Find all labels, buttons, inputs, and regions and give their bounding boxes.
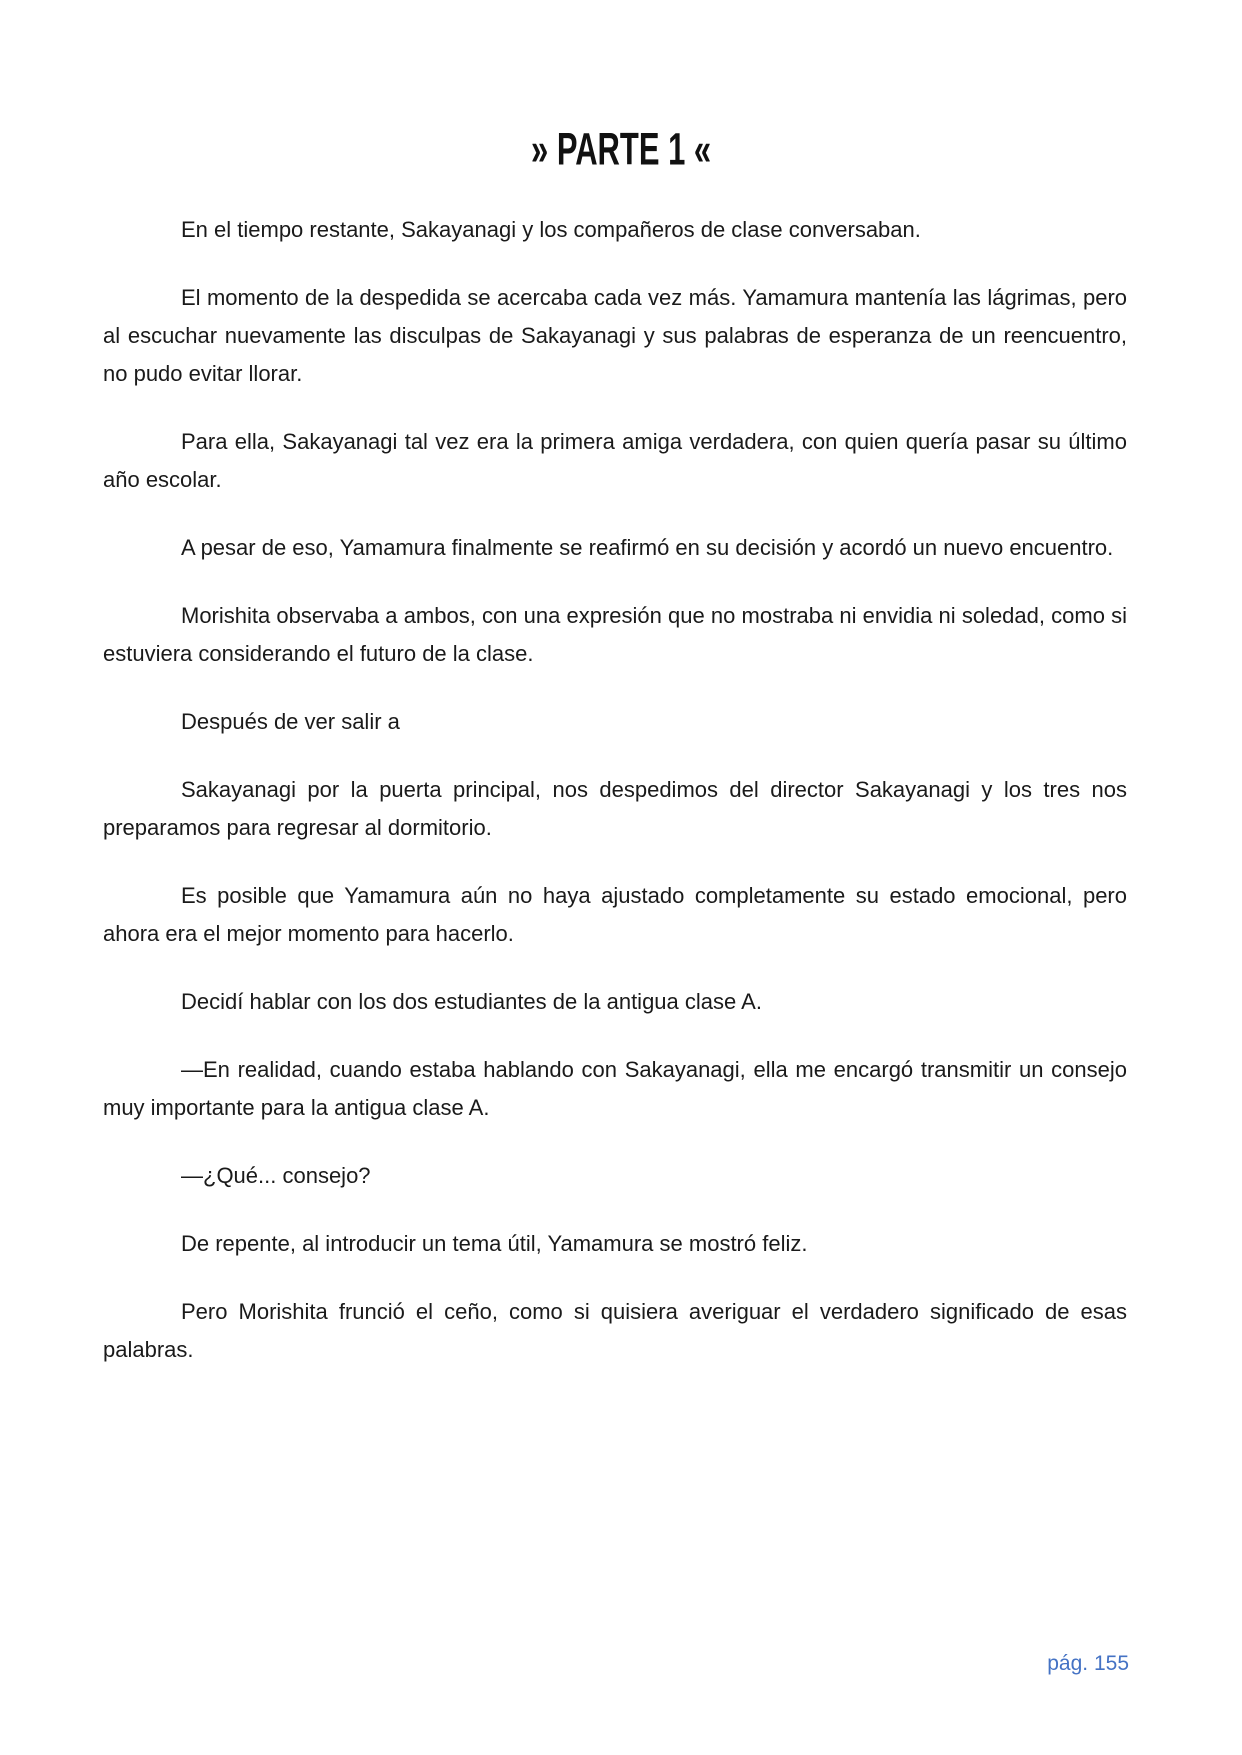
- page-number: pág. 155: [1047, 1652, 1129, 1675]
- paragraph: Sakayanagi por la puerta principal, nos despedimos del director Sakayanagi y los tres nos preparamos para regresar al dormitorio.: [103, 777, 1127, 840]
- paragraph: A pesar de eso, Yamamura finalmente se reafirmó en su decisión y acordó un nuevo encuentro.: [181, 535, 1114, 560]
- paragraph: El momento de la despedida se acercaba cada vez más. Yamamura mantenía las lágrimas, pero al escuchar nuevamente las disculpas de Sakayanagi y sus palabras de esperanza de un reencuentro, no pudo evitar llorar.: [103, 285, 1127, 386]
- paragraph: Es posible que Yamamura aún no haya ajustado completamente su estado emocional, pero ahora era el mejor momento para hacerlo.: [103, 883, 1127, 946]
- paragraph: Después de ver salir a: [181, 709, 400, 734]
- body-text: [0, 211, 1242, 1369]
- paragraph: Morishita observaba a ambos, con una expresión que no mostraba ni envidia ni soledad, como si estuviera considerando el futuro de la clase.: [103, 603, 1127, 666]
- paragraph: Decidí hablar con los dos estudiantes de la antigua clase A.: [181, 989, 762, 1014]
- chapter-heading: [0, 0, 1242, 175]
- paragraph: —¿Qué... consejo?: [181, 1163, 371, 1188]
- part-title: » PARTE 1 «: [530, 124, 712, 176]
- paragraph: De repente, al introducir un tema útil, Yamamura se mostró feliz.: [181, 1231, 808, 1256]
- paragraph: En el tiempo restante, Sakayanagi y los compañeros de clase conversaban.: [181, 217, 921, 242]
- paragraph: —En realidad, cuando estaba hablando con Sakayanagi, ella me encargó transmitir un consejo muy importante para la antigua clase A.: [103, 1057, 1127, 1120]
- paragraph: Pero Morishita frunció el ceño, como si quisiera averiguar el verdadero significado de esas palabras.: [103, 1299, 1127, 1362]
- paragraph: Para ella, Sakayanagi tal vez era la primera amiga verdadera, con quien quería pasar su último año escolar.: [103, 429, 1127, 492]
